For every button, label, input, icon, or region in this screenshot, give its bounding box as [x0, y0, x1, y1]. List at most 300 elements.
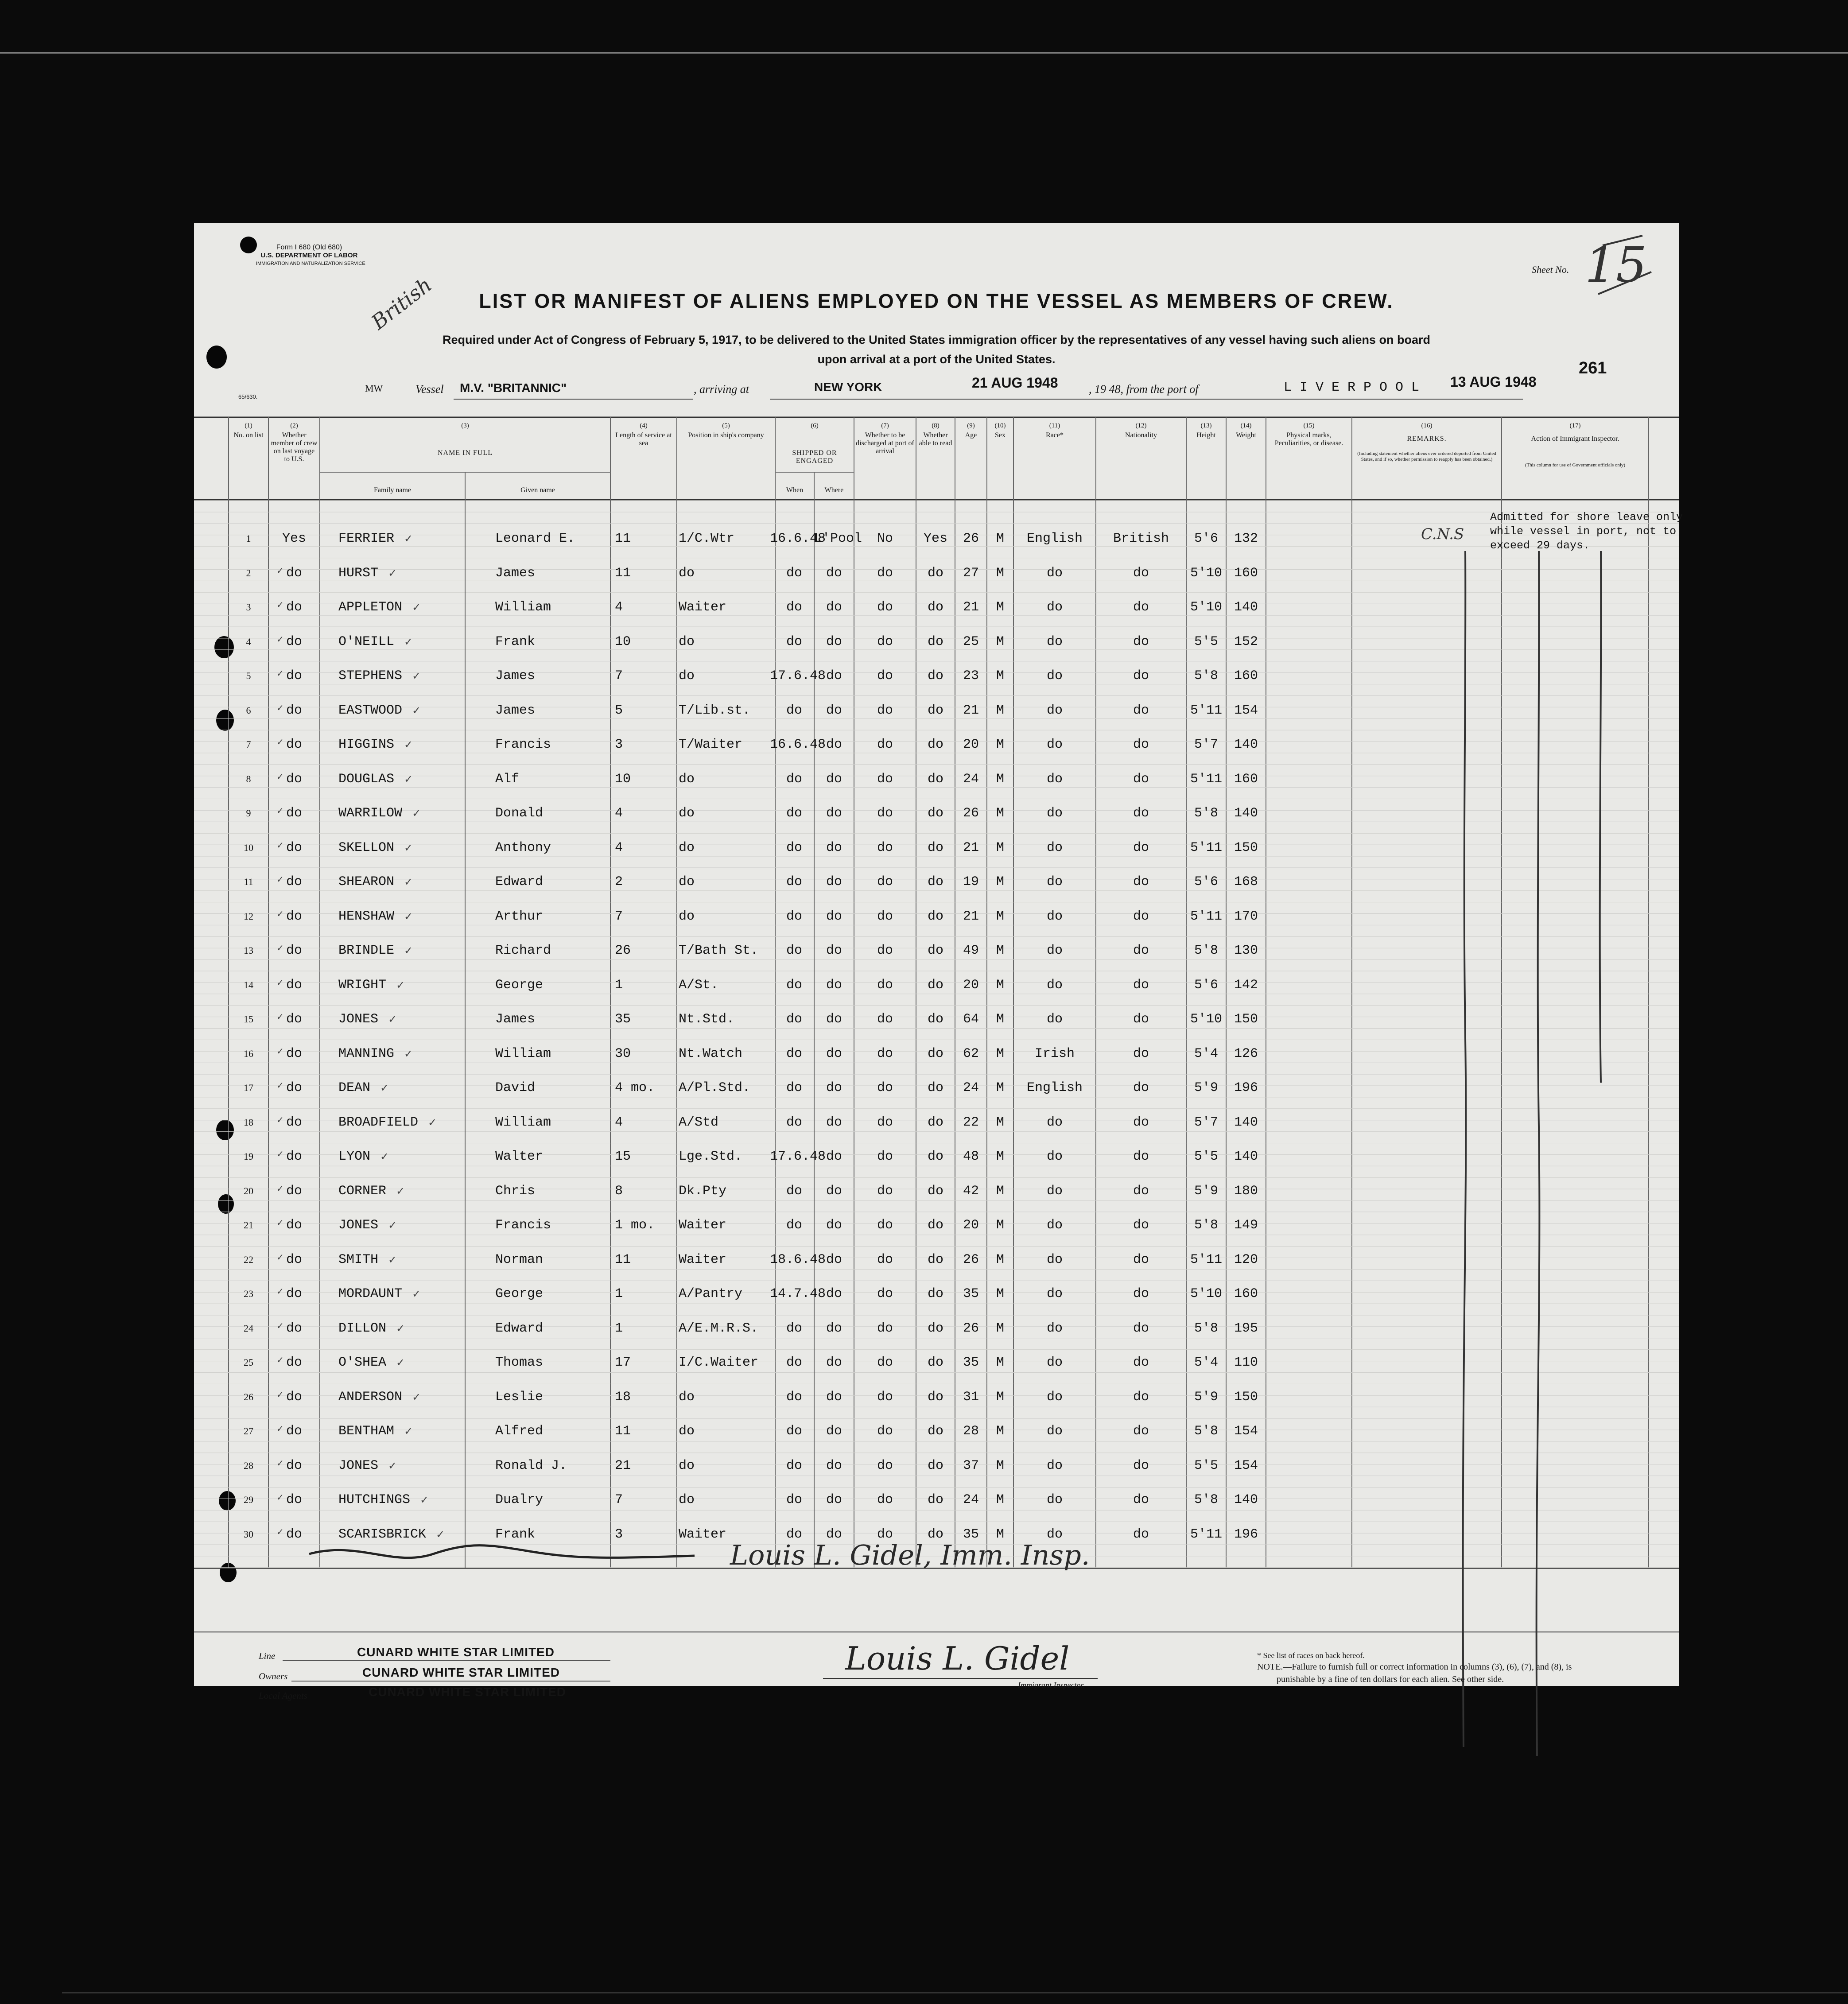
arrival-date: 21 AUG 1948 — [972, 375, 1058, 391]
cell-no: 26 — [244, 1391, 253, 1402]
cell-disch: do — [877, 634, 893, 649]
ditto-check-mark-icon: ✓ — [276, 1114, 284, 1125]
vessel-label: Vessel — [415, 383, 444, 396]
owners-label: Owners — [259, 1671, 288, 1682]
cell-no: 9 — [246, 808, 251, 819]
column-number-6: (6) — [811, 422, 819, 429]
cell-age: 21 — [963, 840, 979, 855]
check-mark-icon: ✓ — [388, 1253, 397, 1266]
cell-nat: do — [1133, 1218, 1149, 1233]
subheader-action-note: (This column for use of Government officials only) — [1525, 462, 1626, 468]
cell-given: Frank — [495, 1526, 536, 1542]
ditto-check-mark-icon: ✓ — [276, 771, 284, 782]
cell-when: 14.7.48 — [770, 1286, 826, 1301]
cell-race: do — [1046, 943, 1063, 958]
cell-race: English — [1026, 531, 1083, 546]
check-mark-icon: ✓ — [396, 1185, 405, 1197]
cell-sex: M — [996, 634, 1004, 649]
cell-service: 35 — [615, 1012, 631, 1027]
cell-height: 5'8 — [1194, 1218, 1218, 1233]
cell-where: L'Pool — [814, 531, 862, 546]
cell-no: 8 — [246, 773, 251, 785]
cell-disch: do — [877, 1389, 893, 1405]
check-mark-icon: ✓ — [404, 738, 413, 751]
ditto-check-mark-icon: ✓ — [276, 1389, 284, 1400]
cell-prev: do — [286, 806, 302, 821]
cell-position: do — [679, 1492, 695, 1507]
cell-race: do — [1046, 1252, 1063, 1267]
cell-when: do — [786, 703, 802, 718]
cell-prev: do — [286, 1389, 302, 1405]
cell-prev: do — [286, 634, 302, 649]
cell-when: 18.6.48 — [770, 1252, 826, 1267]
cell-sex: M — [996, 1218, 1004, 1233]
cell-disch: do — [877, 840, 893, 855]
ditto-check-mark-icon: ✓ — [276, 1526, 284, 1537]
cell-service: 4 — [615, 840, 623, 855]
film-edge-line-bottom — [62, 1992, 1848, 1993]
cell-age: 23 — [963, 668, 979, 684]
cell-nat: do — [1133, 1458, 1149, 1473]
cell-height: 5'11 — [1190, 840, 1222, 855]
cell-given: Francis — [495, 737, 551, 752]
cell-service: 4 mo. — [615, 1080, 655, 1095]
cell-given: Alfred — [495, 1424, 544, 1439]
cell-sex: M — [996, 565, 1004, 581]
cell-sex: M — [996, 771, 1004, 787]
agents-label: Local Agents — [259, 1690, 307, 1701]
cell-weight: 150 — [1234, 1012, 1258, 1027]
list-closing-stroke — [305, 1536, 703, 1572]
cell-disch: do — [877, 1424, 893, 1439]
check-mark-icon: ✓ — [412, 1390, 421, 1403]
cell-where: do — [826, 703, 842, 718]
cell-family: ANDERSON — [338, 1389, 403, 1405]
cell-height: 5'8 — [1194, 943, 1218, 958]
cell-service: 26 — [615, 943, 631, 958]
cell-service: 10 — [615, 634, 631, 649]
cell-disch: do — [877, 771, 893, 787]
cell-height: 5'9 — [1194, 1080, 1218, 1095]
check-mark-icon: ✓ — [396, 979, 405, 991]
cell-disch: do — [877, 1320, 893, 1336]
cell-given: William — [495, 600, 551, 615]
cell-weight: 150 — [1234, 1389, 1258, 1405]
cell-service: 3 — [615, 737, 623, 752]
cell-given: Frank — [495, 634, 536, 649]
ditto-check-mark-icon: ✓ — [276, 908, 284, 919]
cell-nat: do — [1133, 1286, 1149, 1301]
check-mark-icon: ✓ — [420, 1494, 429, 1506]
column-number-11: (11) — [1049, 422, 1060, 429]
cell-position: Nt.Std. — [679, 1012, 735, 1027]
cell-family: JONES — [338, 1012, 379, 1027]
cell-read: do — [927, 1080, 943, 1095]
cell-sex: M — [996, 1012, 1004, 1027]
cell-when: do — [786, 1492, 802, 1507]
cell-prev: do — [286, 1218, 302, 1233]
cell-nat: do — [1133, 1424, 1149, 1439]
cell-nat: do — [1133, 1252, 1149, 1267]
inline-inspector-signature: Louis L. Gidel, Imm. Insp. — [730, 1539, 1090, 1571]
ditto-check-mark-icon: ✓ — [276, 1423, 284, 1434]
cell-position: A/E.M.R.S. — [679, 1320, 759, 1336]
column-label-15: Physical marks, Peculiarities, or disease. — [1274, 431, 1343, 447]
cell-age: 21 — [963, 909, 979, 924]
cell-nat: do — [1133, 1149, 1149, 1164]
cell-given: Thomas — [495, 1355, 544, 1370]
cell-read: do — [927, 1526, 943, 1542]
cell-weight: 160 — [1234, 668, 1258, 684]
cell-position: A/Pantry — [679, 1286, 743, 1301]
cell-age: 35 — [963, 1286, 979, 1301]
cell-age: 62 — [963, 1046, 979, 1061]
cell-where: do — [826, 634, 842, 649]
cell-prev: do — [286, 1252, 302, 1267]
cell-read: do — [927, 1115, 943, 1130]
cell-no: 24 — [244, 1322, 253, 1334]
cell-weight: 180 — [1234, 1183, 1258, 1199]
cell-no: 25 — [244, 1357, 253, 1368]
cell-height: 5'5 — [1194, 634, 1218, 649]
cell-position: Dk.Pty — [679, 1183, 727, 1199]
ditto-check-mark-icon: ✓ — [276, 1355, 284, 1365]
cell-when: do — [786, 771, 802, 787]
cell-family: BROADFIELD — [338, 1115, 419, 1130]
cell-nat: do — [1133, 1115, 1149, 1130]
remarks-line-2: while vessel in port, not to — [1490, 525, 1677, 538]
cell-service: 4 — [615, 1115, 623, 1130]
cell-where: do — [826, 1183, 842, 1199]
cell-position: do — [679, 565, 695, 581]
ditto-check-mark-icon: ✓ — [276, 1320, 284, 1331]
check-mark-icon: ✓ — [404, 532, 413, 545]
cell-position: A/Pl.Std. — [679, 1080, 751, 1095]
cell-disch: do — [877, 1149, 893, 1164]
cell-disch: do — [877, 1115, 893, 1130]
cell-nat: do — [1133, 565, 1149, 581]
cell-read: do — [927, 1389, 943, 1405]
cell-when: do — [786, 1046, 802, 1061]
cell-position: do — [679, 668, 695, 684]
cell-when: do — [786, 634, 802, 649]
cell-family: MORDAUNT — [338, 1286, 403, 1301]
cell-where: do — [826, 1320, 842, 1336]
cell-family: SHEARON — [338, 874, 395, 889]
cell-family: FERRIER — [338, 531, 395, 546]
cell-family: HURST — [338, 565, 379, 581]
cell-sex: M — [996, 1526, 1004, 1542]
cell-sex: M — [996, 1424, 1004, 1439]
cell-race: English — [1026, 1080, 1083, 1095]
column-number-7: (7) — [881, 422, 889, 429]
cell-disch: do — [877, 1046, 893, 1061]
cell-height: 5'11 — [1190, 771, 1222, 787]
cell-weight: 196 — [1234, 1080, 1258, 1095]
cell-race: do — [1046, 1149, 1063, 1164]
cell-weight: 110 — [1234, 1355, 1258, 1370]
cell-nat: do — [1133, 1046, 1149, 1061]
cell-age: 26 — [963, 1320, 979, 1336]
cell-sex: M — [996, 977, 1004, 993]
cell-family: DILLON — [338, 1320, 387, 1336]
cell-no: 19 — [244, 1151, 253, 1162]
cell-race: do — [1046, 565, 1063, 581]
cell-height: 5'10 — [1190, 1012, 1222, 1027]
cell-disch: do — [877, 1012, 893, 1027]
cell-prev: do — [286, 909, 302, 924]
ditto-check-mark-icon: ✓ — [276, 1011, 284, 1022]
cell-when: do — [786, 565, 802, 581]
ditto-check-mark-icon: ✓ — [276, 943, 284, 953]
cell-family: O'NEILL — [338, 634, 395, 649]
sheet-number: 15 — [1585, 237, 1647, 293]
line-label: Line — [259, 1651, 276, 1661]
cell-race: do — [1046, 874, 1063, 889]
cell-race: do — [1046, 634, 1063, 649]
column-label-5: Position in ship's company — [688, 431, 764, 439]
ditto-check-mark-icon: ✓ — [276, 1045, 284, 1056]
cell-read: do — [927, 1355, 943, 1370]
cell-when: do — [786, 1424, 802, 1439]
cell-given: Edward — [495, 1320, 544, 1336]
cell-given: Alf — [495, 771, 520, 787]
cell-height: 5'8 — [1194, 1320, 1218, 1336]
cell-where: do — [826, 1012, 842, 1027]
cell-nat: do — [1133, 909, 1149, 924]
cell-height: 5'11 — [1190, 703, 1222, 718]
cell-height: 5'5 — [1194, 1458, 1218, 1473]
cell-family: STEPHENS — [338, 668, 403, 684]
check-mark-icon: ✓ — [404, 876, 413, 888]
cell-weight: 154 — [1234, 1458, 1258, 1473]
cell-height: 5'10 — [1190, 600, 1222, 615]
cell-no: 17 — [244, 1082, 253, 1093]
column-number-14: (14) — [1240, 422, 1252, 429]
cell-race: do — [1046, 1320, 1063, 1336]
subheader-when: When — [786, 486, 804, 494]
cell-sex: M — [996, 909, 1004, 924]
cell-read: do — [927, 840, 943, 855]
cell-no: 7 — [246, 739, 251, 750]
cell-no: 3 — [246, 602, 251, 613]
cell-height: 5'4 — [1194, 1046, 1218, 1061]
cell-no: 11 — [244, 876, 253, 887]
departure-date: 13 AUG 1948 — [1450, 374, 1537, 390]
inspector-signature: Louis L. Gidel — [845, 1640, 1070, 1677]
cell-prev: do — [286, 943, 302, 958]
sheet-label: Sheet No. — [1532, 264, 1569, 275]
cell-height: 5'8 — [1194, 1492, 1218, 1507]
subheader-where: Where — [824, 486, 844, 494]
cell-prev: do — [286, 977, 302, 993]
cell-age: 31 — [963, 1389, 979, 1405]
column-label-12: Nationality — [1125, 431, 1157, 439]
cell-when: do — [786, 1320, 802, 1336]
remarks-ditto-lines — [1434, 551, 1611, 1765]
cell-disch: do — [877, 806, 893, 821]
cell-no: 29 — [244, 1494, 253, 1505]
cell-weight: 149 — [1234, 1218, 1258, 1233]
cell-no: 12 — [244, 910, 253, 922]
cell-family: O'SHEA — [338, 1355, 387, 1370]
cell-family: BENTHAM — [338, 1424, 395, 1439]
cell-weight: 140 — [1234, 600, 1258, 615]
cell-no: 10 — [244, 842, 253, 853]
cell-prev: do — [286, 771, 302, 787]
cell-position: A/St. — [679, 977, 719, 993]
cell-where: do — [826, 1458, 842, 1473]
cell-given: Donald — [495, 806, 544, 821]
arriving-label: , arriving at — [694, 383, 749, 396]
departure-port: L I V E R P O O L — [1284, 380, 1420, 395]
cell-read: do — [927, 600, 943, 615]
cell-prev: do — [286, 840, 302, 855]
cell-prev: do — [286, 1183, 302, 1199]
cell-age: 42 — [963, 1183, 979, 1199]
cell-prev: do — [286, 1492, 302, 1507]
cell-sex: M — [996, 1355, 1004, 1370]
cell-where: do — [826, 1424, 842, 1439]
cell-age: 20 — [963, 977, 979, 993]
cell-prev: do — [286, 1115, 302, 1130]
column-number-3: (3) — [461, 422, 469, 429]
cell-sex: M — [996, 531, 1004, 546]
cell-where: do — [826, 1355, 842, 1370]
check-mark-icon: ✓ — [412, 1288, 421, 1300]
cell-service: 11 — [615, 1252, 631, 1267]
form-number: Form I 680 (Old 680) — [276, 244, 342, 251]
ditto-check-mark-icon: ✓ — [276, 1149, 284, 1159]
cell-read: do — [927, 668, 943, 684]
vessel-name: M.V. "BRITANNIC" — [460, 381, 567, 395]
cell-prev: do — [286, 668, 302, 684]
cell-family: EASTWOOD — [338, 703, 403, 718]
cell-service: 7 — [615, 909, 623, 924]
cell-service: 11 — [615, 565, 631, 581]
cell-where: do — [826, 737, 842, 752]
form-code: 65/630. — [238, 393, 258, 400]
cell-service: 30 — [615, 1046, 631, 1061]
cell-height: 5'4 — [1194, 1355, 1218, 1370]
cell-family: WARRILOW — [338, 806, 403, 821]
ditto-check-mark-icon: ✓ — [276, 1080, 284, 1091]
column-label-13: Height — [1196, 431, 1216, 439]
cell-race: do — [1046, 600, 1063, 615]
cell-weight: 160 — [1234, 565, 1258, 581]
cell-service: 11 — [615, 531, 631, 546]
cell-nat: British — [1113, 531, 1169, 546]
cell-height: 5'9 — [1194, 1389, 1218, 1405]
cell-service: 1 — [615, 1286, 623, 1301]
check-mark-icon: ✓ — [412, 601, 421, 614]
cell-where: do — [826, 943, 842, 958]
cell-no: 30 — [244, 1528, 253, 1540]
cell-nat: do — [1133, 703, 1149, 718]
cell-sex: M — [996, 1492, 1004, 1507]
cell-given: Arthur — [495, 909, 544, 924]
cell-read: do — [927, 1492, 943, 1507]
column-number-10: (10) — [994, 422, 1006, 429]
cell-given: James — [495, 1012, 536, 1027]
ditto-check-mark-icon: ✓ — [276, 599, 284, 610]
cell-position: Lge.Std. — [679, 1149, 743, 1164]
cell-age: 26 — [963, 531, 979, 546]
cell-prev: do — [286, 1286, 302, 1301]
cell-age: 21 — [963, 703, 979, 718]
cell-prev: do — [286, 737, 302, 752]
remarks-line-1: Admitted for shore leave only — [1490, 511, 1683, 524]
cell-disch: do — [877, 1252, 893, 1267]
cell-where: do — [826, 806, 842, 821]
cell-sex: M — [996, 1389, 1004, 1405]
cell-where: do — [826, 977, 842, 993]
cell-given: Walter — [495, 1149, 544, 1164]
cell-service: 1 — [615, 977, 623, 993]
cell-disch: do — [877, 1492, 893, 1507]
cell-no: 1 — [246, 533, 251, 544]
cell-where: do — [826, 1149, 842, 1164]
cell-sex: M — [996, 1080, 1004, 1095]
cell-race: do — [1046, 840, 1063, 855]
cell-height: 5'9 — [1194, 1183, 1218, 1199]
cell-disch: do — [877, 1286, 893, 1301]
check-mark-icon: ✓ — [396, 1322, 405, 1335]
cell-when: 17.6.48 — [770, 668, 826, 684]
film-edge-line — [0, 52, 1848, 54]
cell-weight: 160 — [1234, 1286, 1258, 1301]
cell-no: 22 — [244, 1254, 253, 1265]
cell-age: 26 — [963, 1252, 979, 1267]
cell-weight: 154 — [1234, 703, 1258, 718]
check-mark-icon: ✓ — [388, 1219, 397, 1231]
cell-race: do — [1046, 737, 1063, 752]
column-label-7: Whether to be discharged at port of arrival — [856, 431, 914, 455]
cell-weight: 152 — [1234, 634, 1258, 649]
manifest-title: LIST OR MANIFEST OF ALIENS EMPLOYED ON THE VESSEL AS MEMBERS OF CREW. — [479, 290, 1394, 312]
cell-no: 28 — [244, 1460, 253, 1471]
subheader-remarks-note: (Including statement whether aliens ever ordered deported from United States, and if so, whether permission to reapply has been obtained.) — [1357, 451, 1496, 462]
cell-height: 5'8 — [1194, 668, 1218, 684]
cell-disch: do — [877, 1218, 893, 1233]
column-number-4: (4) — [640, 422, 648, 429]
cell-height: 5'6 — [1194, 531, 1218, 546]
cell-given: Francis — [495, 1218, 551, 1233]
cell-weight: 150 — [1234, 840, 1258, 855]
cell-weight: 140 — [1234, 1492, 1258, 1507]
cell-race: do — [1046, 1183, 1063, 1199]
cell-disch: do — [877, 600, 893, 615]
cell-no: 18 — [244, 1116, 253, 1128]
cell-sex: M — [996, 806, 1004, 821]
cell-family: SKELLON — [338, 840, 395, 855]
cell-given: James — [495, 565, 536, 581]
cell-prev: do — [286, 703, 302, 718]
cell-weight: 170 — [1234, 909, 1258, 924]
column-label-16: REMARKS. — [1407, 435, 1447, 443]
cell-family: BRINDLE — [338, 943, 395, 958]
column-label-10: Sex — [995, 431, 1006, 439]
check-mark-icon: ✓ — [404, 1047, 413, 1060]
column-label-2: Whether member of crew on last voyage to U.S. — [271, 431, 318, 463]
cell-read: do — [927, 1320, 943, 1336]
cell-given: Leslie — [495, 1389, 544, 1405]
column-label-3: NAME IN FULL — [438, 449, 493, 457]
cell-race: do — [1046, 1286, 1063, 1301]
cell-service: 10 — [615, 771, 631, 787]
cell-race: do — [1046, 909, 1063, 924]
cell-nat: do — [1133, 1012, 1149, 1027]
